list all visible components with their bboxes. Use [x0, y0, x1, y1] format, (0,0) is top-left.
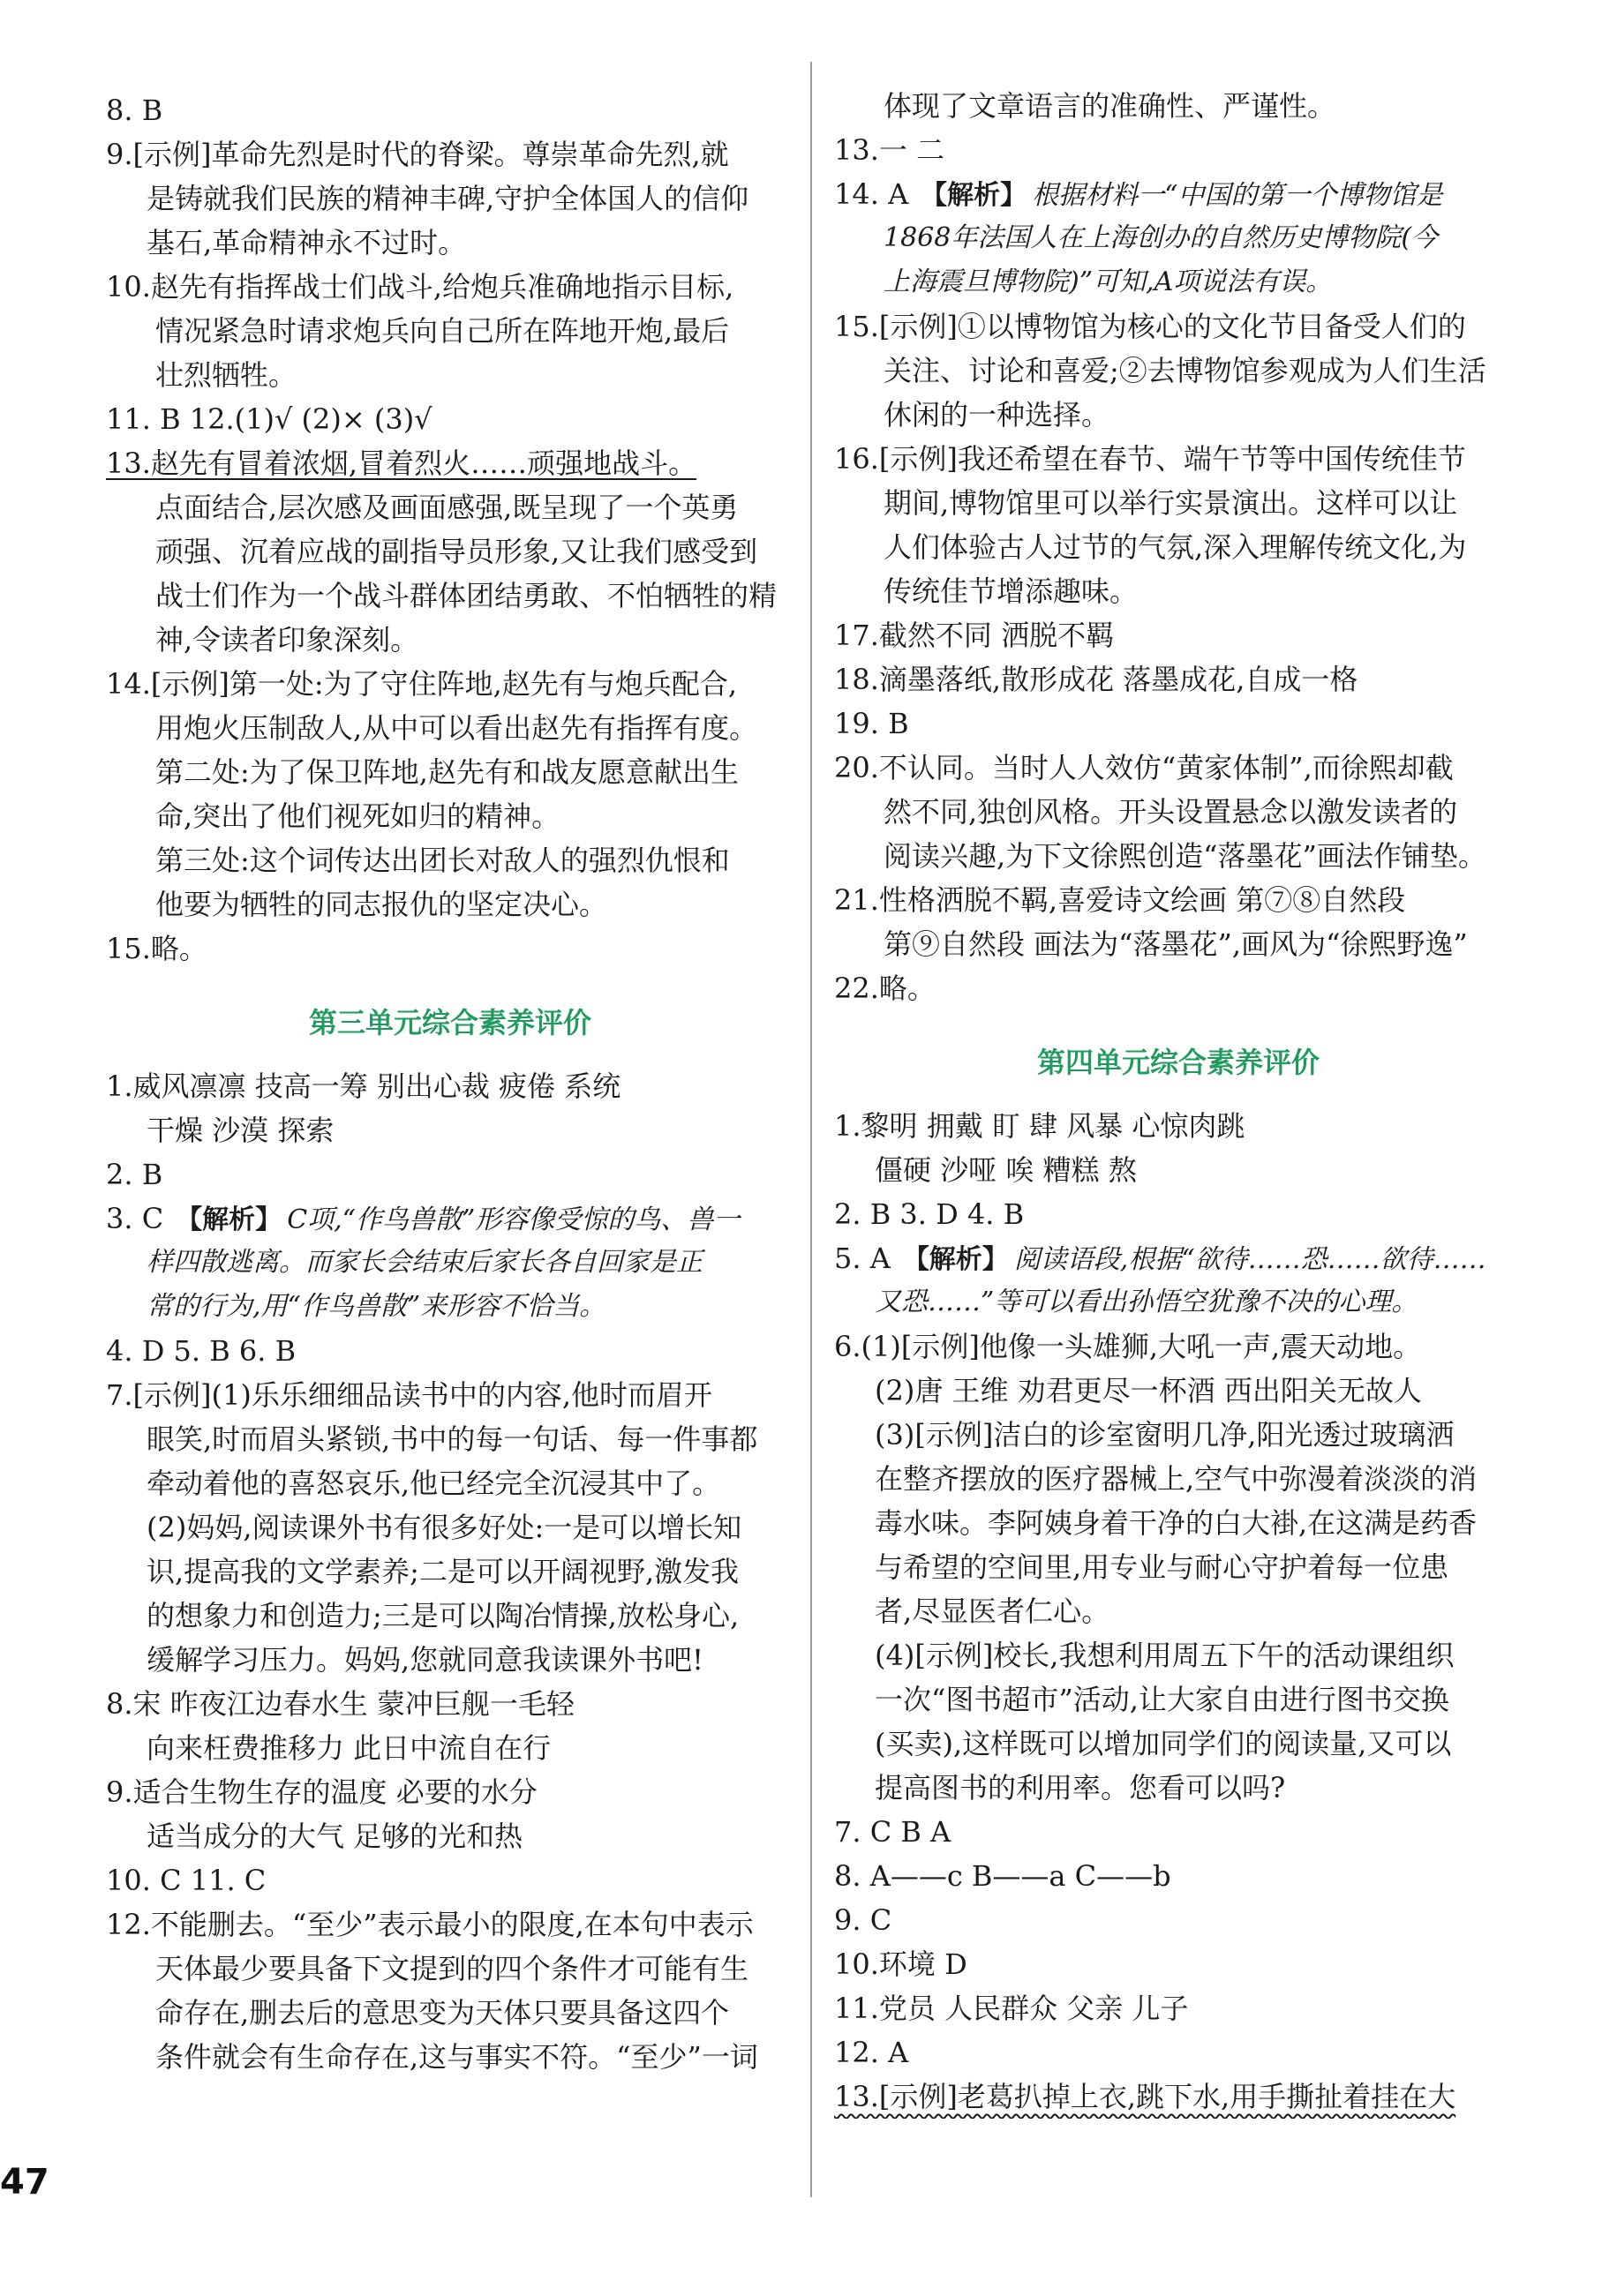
answer-9-line3: 基石,革命精神永不过时。	[147, 226, 467, 259]
unit3-answer-15-line2: 关注、讨论和喜爱;②去博物馆参观成为人们生活	[884, 354, 1486, 387]
unit4-answer-10: 10.环境 D	[834, 1947, 967, 1981]
analysis-tag: 【解析】	[902, 1244, 1009, 1275]
unit3-answer-3-text: C项,“作鸟兽散”形容像受惊的鸟、兽一	[287, 1204, 741, 1235]
unit3-answer-16-line1: 16.[示例]我还希望在春节、端午节等中国传统佳节	[834, 442, 1466, 476]
unit3-answer-12-line4: 条件就会有生命存在,这与事实不符。“至少”一词	[155, 2040, 758, 2074]
unit3-answer-20-line1: 20.不认同。当时人人效仿“黄家体制”,而徐熙却截	[834, 751, 1454, 784]
analysis-tag: 【解析】	[176, 1204, 282, 1235]
answer-10-line3: 壮烈牺牲。	[155, 358, 297, 392]
unit4-answer-1-line1: 1.黎明 拥戴 盯 肆 风暴 心惊肉跳	[834, 1109, 1245, 1143]
unit3-answer-7-line1: 7.[示例](1)乐乐细细品读书中的内容,他时而眉开	[106, 1378, 713, 1412]
unit3-answer-12-line3: 命存在,删去后的意思变为天体只要具备这四个	[155, 1996, 730, 2030]
unit3-answer-3-line3: 常的行为,用“作鸟兽散”来形容不恰当。	[147, 1291, 606, 1322]
unit3-answer-4-6: 4. D 5. B 6. B	[106, 1334, 297, 1368]
unit3-answer-22: 22.略。	[834, 972, 936, 1005]
unit3-answer-9-line1: 9.适合生物生存的温度 必要的水分	[106, 1775, 538, 1809]
answer-14-line6: 他要为牺牲的同志报仇的坚定决心。	[155, 888, 608, 921]
unit4-answer-6-line5: 毒水味。李阿姨身着干净的白大褂,在这满是药香	[875, 1506, 1478, 1540]
unit4-answer-6-line11: 提高图书的利用率。您看可以吗?	[875, 1771, 1286, 1805]
unit3-answer-12-line5: 体现了文章语言的准确性、严谨性。	[884, 89, 1336, 123]
unit4-answer-6-line2: (2)唐 王维 劝君更尽一杯酒 西出阳关无故人	[875, 1374, 1422, 1407]
unit3-answer-7-line3: 牵动着他的喜怒哀乐,他已经完全沉浸其中了。	[147, 1467, 721, 1500]
unit4-answer-11: 11.党员 人民群众 父亲 儿子	[834, 1992, 1189, 2025]
unit3-answer-7-line4: (2)妈妈,阅读课外书有很多好处:一是可以增长知	[147, 1511, 742, 1544]
answer-13-line3: 顽强、沉着应战的副指导员形象,又让我们感受到	[155, 535, 758, 568]
unit3-answer-12-line1: 12.不能删去。“至少”表示最小的限度,在本句中表示	[106, 1908, 754, 1941]
unit3-answer-12-line2: 天体最少要具备下文提到的四个条件才可能有生	[155, 1952, 749, 1985]
unit3-answer-20-line2: 然不同,独创风格。开头设置悬念以激发读者的	[884, 795, 1458, 829]
unit3-answer-8-line1: 8.宋 昨夜江边春水生 蒙冲巨舰一毛轻	[106, 1687, 575, 1721]
unit3-answer-19: 19. B	[834, 707, 909, 740]
unit3-answer-16-line2: 期间,博物馆里可以举行实景演出。这样可以让	[884, 486, 1458, 520]
answer-14-line1: 14.[示例]第一处:为了守住阵地,赵先有与炮兵配合,	[106, 667, 737, 701]
unit3-answer-20-line3: 阅读兴趣,为下文徐熙创造“落墨花”画法作铺垫。	[884, 839, 1486, 873]
answer-9-line2: 是铸就我们民族的精神丰碑,守护全体国人的信仰	[147, 182, 749, 215]
unit4-answer-13-text: 13.[示例]老葛扒掉上衣,跳下水,用手撕扯着挂在大	[834, 2080, 1456, 2113]
unit4-answer-5-choice: 5. A	[834, 1242, 891, 1275]
unit3-answer-3-choice: 3. C	[106, 1202, 164, 1235]
answer-8: 8. B	[106, 94, 163, 127]
unit3-answer-7-line5: 识,提高我的文学素养;二是可以开阔视野,激发我	[147, 1555, 740, 1588]
unit3-answer-14-line3: 上海震旦博物院)”可知,A项说法有误。	[884, 266, 1333, 297]
unit3-answer-14-choice: 14. A	[834, 177, 909, 211]
unit4-answer-7: 7. C B A	[834, 1815, 951, 1849]
unit3-answer-2: 2. B	[106, 1158, 163, 1191]
unit3-answer-16-line3: 人们体验古人过节的气氛,深入理解传统文化,为	[884, 530, 1467, 564]
unit3-answer-9-line2: 适当成分的大气 足够的光和热	[147, 1820, 523, 1853]
answer-13-line5: 神,令读者印象深刻。	[155, 623, 419, 657]
answer-14-line2: 用炮火压制敌人,从中可以看出赵先有指挥有度。	[155, 711, 758, 745]
unit3-answer-7-line2: 眼笑,时而眉头紧锁,书中的每一句话、每一件事都	[147, 1422, 758, 1456]
unit3-answer-3-line1	[106, 1197, 794, 1241]
unit4-answer-5-line1	[834, 1236, 1523, 1280]
unit3-answer-7-line6: 的想象力和创造力;三是可以陶冶情操,放松身心,	[147, 1599, 740, 1632]
right-column	[834, 84, 1523, 2119]
unit3-answer-14-text: 根据材料一“中国的第一个博物馆是	[1032, 180, 1443, 211]
unit3-answer-7-line7: 缓解学习压力。妈妈,您就同意我读课外书吧!	[147, 1643, 704, 1677]
answer-13-quote: 13.赵先有冒着浓烟,冒着烈火……顽强地战斗。	[106, 446, 697, 480]
page-number: 47	[0, 2162, 49, 2202]
unit3-answer-18: 18.滴墨落纸,散形成花 落墨成花,自成一格	[834, 663, 1358, 696]
unit4-answer-6-line8: (4)[示例]校长,我想利用周五下午的活动课组织	[875, 1639, 1455, 1672]
unit4-answer-6-line6: 与希望的空间里,用专业与耐心守护着每一位患	[875, 1550, 1449, 1584]
unit3-heading: 第三单元综合素养评价	[308, 1006, 591, 1039]
answer-13-line4: 战士们作为一个战斗群体团结勇敢、不怕牺牲的精	[155, 579, 778, 612]
unit4-answer-6-line4: 在整齐摆放的医疗器械上,空气中弥漫着淡淡的消	[875, 1462, 1478, 1496]
answer-10-line2: 情况紧急时请求炮兵向自己所在阵地开炮,最后	[155, 314, 730, 348]
unit4-answer-5-text: 阅读语段,根据“欲待……恐……欲待……	[1013, 1244, 1486, 1275]
answer-14-line5: 第三处:这个词传达出团长对敌人的强烈仇恨和	[155, 844, 730, 877]
unit4-answer-13-line1	[834, 2075, 1523, 2119]
left-column	[106, 88, 794, 2079]
unit3-answer-17: 17.截然不同 洒脱不羁	[834, 619, 1115, 652]
unit3-answer-13: 13.一 二	[834, 133, 945, 167]
answer-11-12: 11. B 12.(1)√ (2)× (3)√	[106, 402, 432, 436]
unit4-answer-5-line2: 又恐……”等可以看出孙悟空犹豫不决的心理。	[875, 1287, 1418, 1317]
unit3-answer-21-line1: 21.性格洒脱不羁,喜爱诗文绘画 第⑦⑧自然段	[834, 883, 1406, 917]
unit3-answer-15-line1: 15.[示例]①以博物馆为核心的文化节目备受人们的	[834, 310, 1466, 343]
answer-13-line1	[106, 441, 794, 485]
unit3-answer-8-line2: 向来枉费推移力 此日中流自在行	[147, 1731, 552, 1765]
unit4-answer-6-line7: 者,尽显医者仁心。	[875, 1594, 1110, 1628]
unit3-answer-16-line4: 传统佳节增添趣味。	[884, 574, 1139, 608]
answer-14-line3: 第二处:为了保卫阵地,赵先有和战友愿意献出生	[155, 755, 739, 789]
column-divider	[810, 62, 812, 2197]
unit3-answer-3-line2: 样四散逃离。而家长会结束后家长各自回家是正	[147, 1247, 703, 1278]
unit4-answer-9: 9. C	[834, 1903, 892, 1937]
unit3-answer-10-11: 10. C 11. C	[106, 1864, 267, 1897]
unit4-answer-12: 12. A	[834, 2036, 909, 2069]
unit3-answer-1-line1: 1.威风凛凛 技高一筹 别出心裁 疲倦 系统	[106, 1069, 621, 1103]
answer-9-line1: 9.[示例]革命先烈是时代的脊梁。尊崇革命先烈,就	[106, 138, 729, 171]
unit3-answer-14-line2: 1868年法国人在上海创办的自然历史博物院(今	[884, 222, 1439, 253]
answer-10-line1: 10.赵先有指挥战士们战斗,给炮兵准确地指示目标,	[106, 270, 734, 304]
answer-13-line2: 点面结合,层次感及画面感强,既呈现了一个英勇	[155, 491, 739, 524]
analysis-tag: 【解析】	[921, 180, 1027, 211]
answer-15: 15.略。	[106, 932, 207, 965]
unit3-answer-14-line1	[834, 172, 1523, 216]
unit3-answer-15-line3: 休闲的一种选择。	[884, 398, 1110, 431]
unit4-answer-1-line2: 僵硬 沙哑 唉 糟糕 熬	[875, 1153, 1137, 1187]
unit4-answer-2-4: 2. B 3. D 4. B	[834, 1197, 1025, 1231]
unit4-heading: 第四单元综合素养评价	[1036, 1046, 1320, 1079]
answer-14-line4: 命,突出了他们视死如归的精神。	[155, 799, 560, 833]
unit3-answer-1-line2: 干燥 沙漠 探索	[147, 1114, 335, 1147]
unit4-answer-6-line3: (3)[示例]洁白的诊室窗明几净,阳光透过玻璃洒	[875, 1418, 1455, 1452]
unit4-answer-6-line1: 6.(1)[示例]他像一头雄狮,大吼一声,震天动地。	[834, 1330, 1422, 1363]
unit4-answer-8: 8. A——c B——a C——b	[834, 1859, 1171, 1893]
unit4-answer-6-line10: (买卖),这样既可以增加同学们的阅读量,又可以	[875, 1727, 1452, 1760]
unit3-answer-21-line2: 第⑨自然段 画法为“落墨花”,画风为“徐熙野逸”	[884, 927, 1468, 961]
unit4-answer-6-line9: 一次“图书超市”活动,让大家自由进行图书交换	[875, 1683, 1449, 1716]
